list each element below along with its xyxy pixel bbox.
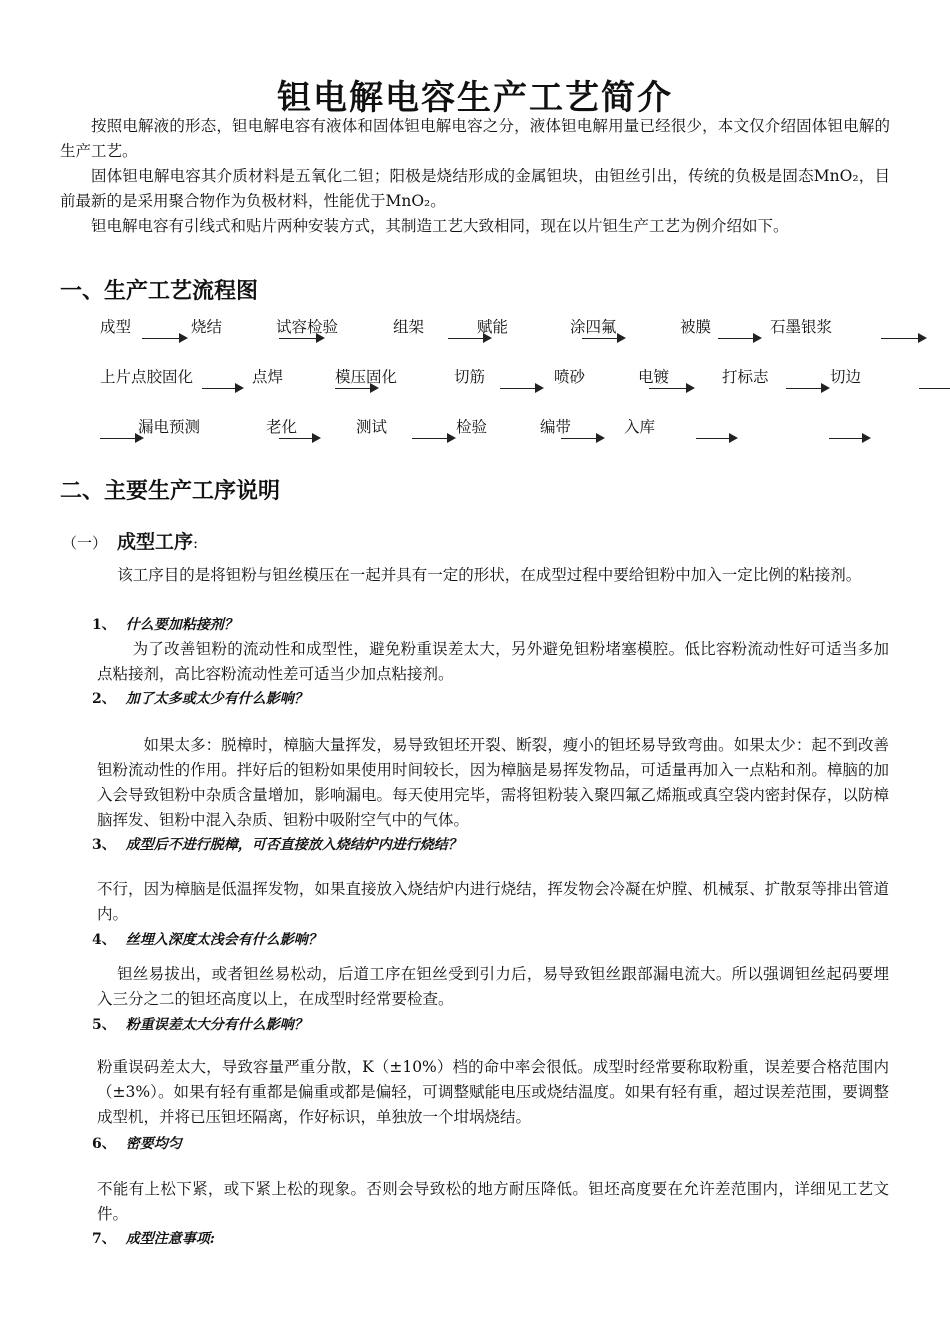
intro-paragraph-2: 固体钽电解电容其介质材料是五氧化二钽；阳极是烧结形成的金属钽块，由钽丝引出，传统的负极是固态MnO₂，目前最新的是采用聚合物作为负极材料，性能优于MnO₂。 bbox=[60, 167, 890, 210]
intro-paragraph-1: 按照电解液的形态，钽电解电容有液体和固体钽电解电容之分，液体钽电解用量已经很少，本文仅介绍固体钽电解的生产工艺。 bbox=[60, 117, 890, 160]
question-5: 5、 粉重误差太大分有什么影响？ bbox=[92, 1017, 308, 1033]
arrow-icon bbox=[412, 427, 456, 429]
flow-step: 检验 bbox=[456, 418, 488, 436]
flow-row-2 bbox=[98, 364, 898, 388]
arrow-icon bbox=[829, 427, 871, 429]
arrow-icon bbox=[919, 377, 950, 379]
flow-step: 成型 bbox=[100, 318, 132, 336]
flow-step: 点焊 bbox=[252, 368, 284, 386]
arrow-icon bbox=[500, 377, 544, 379]
answer-4: 钽丝易拔出，或者钽丝易松动，后道工序在钽丝受到引力后，易导致钽丝跟部漏电流大。所以强调钽丝起码要埋入三分之二的钽坯高度以上，在成型时经常要检查。 bbox=[97, 965, 889, 1008]
subsection-prefix: （一） bbox=[62, 534, 108, 552]
flow-step: 被膜 bbox=[680, 318, 712, 336]
answer-6: 不能有上松下紧，或下紧上松的现象。否则会导致松的地方耐压降低。钽坯高度要在允许差范围内，详细见工艺文件。 bbox=[97, 1180, 889, 1223]
flow-row-1 bbox=[98, 314, 898, 338]
question-3: 3、 成型后不进行脱樟，可否直接放入烧结炉内进行烧结？ bbox=[92, 837, 462, 853]
flow-row-3 bbox=[98, 414, 898, 438]
arrow-icon bbox=[202, 377, 244, 379]
flow-step: 组架 bbox=[393, 318, 425, 336]
flow-step: 编带 bbox=[540, 418, 572, 436]
subsection-title: 成型工序 bbox=[117, 531, 194, 553]
flow-step: 入库 bbox=[624, 418, 656, 436]
section-heading-main-processes: 二、主要生产工序说明 bbox=[60, 479, 281, 504]
flow-step: 电镀 bbox=[638, 368, 670, 386]
subsection-heading bbox=[62, 527, 198, 554]
flow-step: 上片点胶固化 bbox=[100, 368, 194, 386]
flow-step: 试容检验 bbox=[276, 318, 339, 336]
arrow-icon bbox=[786, 377, 830, 379]
flow-step: 切筋 bbox=[454, 368, 486, 386]
flow-step: 烧结 bbox=[191, 318, 223, 336]
flow-step: 石墨银浆 bbox=[770, 318, 833, 336]
arrow-icon bbox=[142, 327, 188, 329]
arrow-icon bbox=[881, 327, 927, 329]
page-title: 钽电解电容生产工艺简介 bbox=[277, 78, 673, 118]
arrow-icon bbox=[718, 327, 762, 329]
flow-step: 老化 bbox=[266, 418, 298, 436]
question-2: 2、 加了太多或太少有什么影响？ bbox=[92, 691, 308, 707]
flow-step: 打标志 bbox=[722, 368, 769, 386]
arrow-icon bbox=[696, 427, 738, 429]
answer-2: 如果太多：脱樟时，樟脑大量挥发，易导致钽坯开裂、断裂，瘦小的钽坯易导致弯曲。如果太少：起不到改善钽粉流动性的作用。拌好后的钽粉如果使用时间较长，因为樟脑是易挥发物品，可适量再加入一点粘和剂。樟脑的加入会导致钽粉中杂质含量增加，影响漏电。每天使用完毕，需将钽粉装入聚四氟乙烯瓶或真空袋内密封保存，以防樟脑挥发、钽粉中混入杂质、钽粉中吸附空气中的气体。 bbox=[97, 736, 889, 829]
flow-step: 赋能 bbox=[477, 318, 509, 336]
flow-step: 漏电预测 bbox=[138, 418, 201, 436]
answer-1: 为了改善钽粉的流动性和成型性，避免粉重误差太大，另外避免钽粉堵塞模腔。低比容粉流动性好可适当多加点粘接剂，高比容粉流动性差可适当少加点粘接剂。 bbox=[97, 640, 889, 683]
flow-step: 切边 bbox=[830, 368, 862, 386]
subsection-suffix: : bbox=[193, 534, 199, 552]
question-1: 1、 什么要加粘接剂？ bbox=[92, 617, 238, 633]
flow-step: 涂四氟 bbox=[570, 318, 617, 336]
answer-5: 粉重误码差太大，导致容量严重分散，K（±10%）档的命中率会很低。成型时经常要称取粉重，误差要合格范围内（±3%）。如果有轻有重都是偏重或都是偏轻，可调整赋能电压或烧结温度。如果有轻有重，超过误差范围，要调整成型机，并将已压钽坯隔离，作好标识，单独放一个坩埚烧结。 bbox=[97, 1058, 889, 1126]
question-7: 7、 成型注意事项: bbox=[92, 1231, 215, 1247]
section-heading-process-flow: 一、生产工艺流程图 bbox=[60, 279, 259, 304]
subsection-intro: 该工序目的是将钽粉与钽丝模压在一起并具有一定的形状，在成型过程中要给钽粉中加入一定比例的粘接剂。 bbox=[117, 566, 862, 584]
flow-step: 喷砂 bbox=[554, 368, 586, 386]
flow-step: 测试 bbox=[356, 418, 388, 436]
intro-paragraph-3: 钽电解电容有引线式和贴片两种安装方式，其制造工艺大致相同，现在以片钽生产工艺为例介绍如下。 bbox=[91, 217, 789, 235]
answer-3: 不行，因为樟脑是低温挥发物，如果直接放入烧结炉内进行烧结，挥发物会冷凝在炉膛、机械泵、扩散泵等排出管道内。 bbox=[97, 880, 889, 923]
flow-step: 模压固化 bbox=[335, 368, 398, 386]
question-6: 6、 密要均匀 bbox=[92, 1136, 182, 1152]
question-4: 4、 丝埋入深度太浅会有什么影响？ bbox=[92, 932, 322, 948]
